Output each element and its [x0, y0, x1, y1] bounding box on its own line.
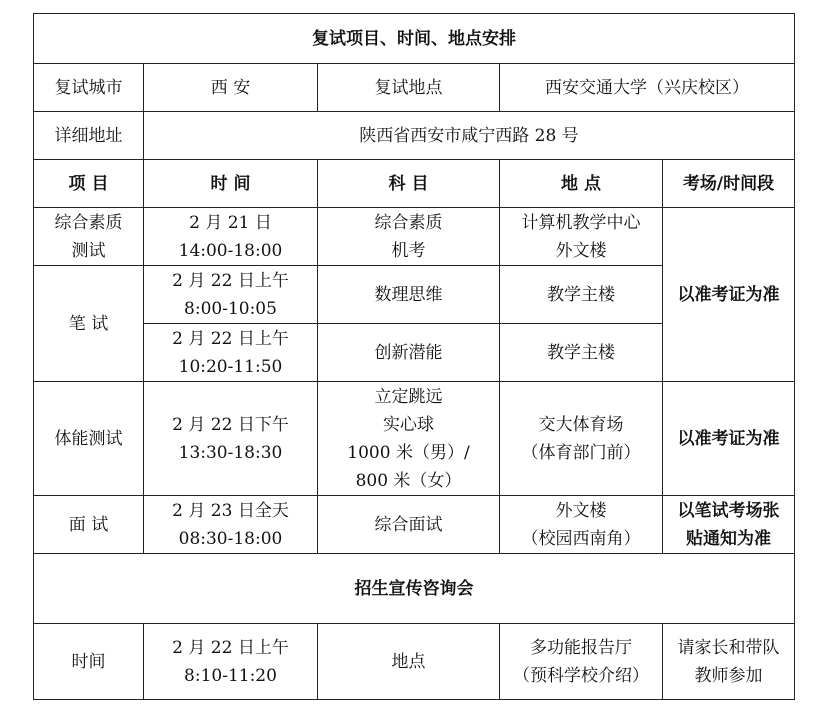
location-line: 外文楼 [555, 240, 607, 261]
place-value: 西安交通大学（兴庆校区） [500, 64, 795, 112]
time-line: 08:30-18:00 [178, 528, 283, 549]
table-row [34, 208, 795, 266]
subject-line: 800 米（女） [355, 470, 462, 491]
city-value: 西 安 [144, 64, 318, 112]
consult-time-line: 2 月 22 日上午 [172, 637, 289, 658]
title-row [34, 14, 795, 64]
exam-note-line: 贴通知为准 [686, 528, 771, 549]
location-cell [500, 208, 663, 266]
location-line: 外文楼 [555, 500, 607, 521]
consult-row [34, 624, 795, 700]
location-cell [500, 496, 663, 554]
address-label: 详细地址 [34, 112, 144, 160]
consult-time-line: 8:10-11:20 [184, 665, 277, 686]
subject-line: 立定跳远 [374, 386, 443, 407]
header-item: 项 目 [34, 160, 144, 208]
consult-place-label: 地点 [318, 624, 500, 700]
item-cell: 体能测试 [34, 382, 144, 496]
consult-place-cell [500, 624, 663, 700]
time-cell [144, 208, 318, 266]
item-line: 测试 [71, 240, 106, 261]
header-location: 地 点 [500, 160, 663, 208]
time-cell [144, 382, 318, 496]
address-value: 陕西省西安市咸宁西路 28 号 [144, 112, 795, 160]
consult-time-label: 时间 [34, 624, 144, 700]
time-line: 2 月 22 日下午 [172, 414, 289, 435]
subject-cell: 综合面试 [318, 496, 500, 554]
schedule-table [33, 13, 795, 700]
exam-note-cell: 以准考证为准 [663, 382, 795, 496]
exam-note-cell [663, 496, 795, 554]
subject-line: 机考 [391, 240, 426, 261]
location-cell: 教学主楼 [500, 266, 663, 324]
location-line: （校园西南角） [521, 528, 641, 549]
header-row [34, 160, 795, 208]
time-cell [144, 266, 318, 324]
table-title: 复试项目、时间、地点安排 [34, 14, 795, 64]
header-time: 时 间 [144, 160, 318, 208]
place-label: 复试地点 [318, 64, 500, 112]
time-line: 2 月 23 日全天 [172, 500, 289, 521]
subject-cell [318, 208, 500, 266]
time-line: 13:30-18:30 [178, 442, 283, 463]
time-line: 2 月 21 日 [189, 212, 272, 233]
item-cell: 笔 试 [34, 266, 144, 382]
subject-cell: 数理思维 [318, 266, 500, 324]
location-line: 计算机教学中心 [521, 212, 641, 233]
city-row [34, 64, 795, 112]
consult-note-cell [663, 624, 795, 700]
consult-note-line: 教师参加 [694, 665, 763, 686]
table-row [34, 496, 795, 554]
address-row [34, 112, 795, 160]
item-line: 综合素质 [54, 212, 123, 233]
consult-title-row [34, 554, 795, 624]
time-cell [144, 324, 318, 382]
subject-line: 综合素质 [374, 212, 443, 233]
exam-note-cell: 以准考证为准 [663, 208, 795, 382]
location-line: 交大体育场 [538, 414, 624, 435]
time-line: 14:00-18:00 [178, 240, 283, 261]
table-row [34, 382, 795, 496]
subject-line: 实心球 [383, 414, 434, 435]
consult-place-line: （预科学校介绍） [513, 665, 649, 686]
time-line: 2 月 22 日上午 [172, 328, 289, 349]
header-subject: 科 目 [318, 160, 500, 208]
consult-time-cell [144, 624, 318, 700]
city-label: 复试城市 [34, 64, 144, 112]
header-exam-room: 考场/时间段 [663, 160, 795, 208]
time-cell [144, 496, 318, 554]
subject-line: 1000 米（男）/ [347, 442, 470, 463]
location-cell [500, 382, 663, 496]
exam-note-line: 以笔试考场张 [677, 500, 780, 521]
consult-title: 招生宣传咨询会 [34, 554, 795, 624]
consult-note-line: 请家长和带队 [677, 637, 780, 658]
time-line: 10:20-11:50 [178, 356, 283, 377]
time-line: 2 月 22 日上午 [172, 270, 289, 291]
item-cell: 面 试 [34, 496, 144, 554]
time-line: 8:00-10:05 [184, 298, 277, 319]
item-cell [34, 208, 144, 266]
consult-place-line: 多功能报告厅 [530, 637, 632, 658]
location-cell: 教学主楼 [500, 324, 663, 382]
subject-cell [318, 382, 500, 496]
location-line: （体育部门前） [521, 442, 641, 463]
subject-cell: 创新潜能 [318, 324, 500, 382]
